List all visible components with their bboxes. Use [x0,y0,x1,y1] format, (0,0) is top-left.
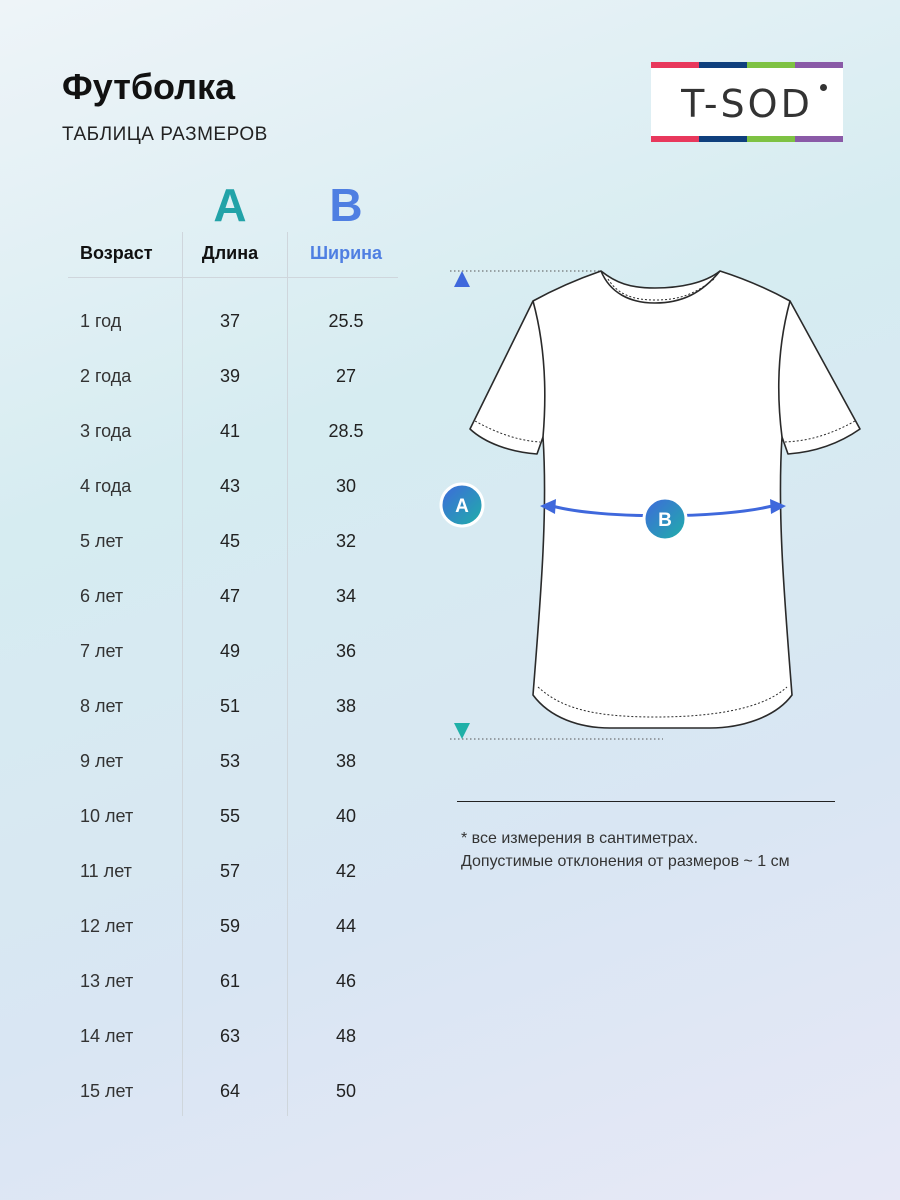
row-age: 9 лет [80,751,124,771]
logo-stripe-bottom [651,136,843,142]
row-age: 6 лет [80,586,124,606]
table-row [0,680,420,735]
row-length: 57 [219,861,241,881]
logo-text: T-SOD [681,82,813,126]
row-length: 61 [219,971,241,991]
row-length: 63 [219,1026,241,1046]
logo-stripe-top [651,62,843,68]
page-subtitle: ТАБЛИЦА РАЗМЕРОВ [62,124,268,145]
table-row [0,1010,420,1065]
table-row [0,955,420,1010]
row-length: 43 [219,476,241,496]
row-age: 4 года [80,476,132,496]
row-width: 40 [335,806,357,826]
row-age: 13 лет [80,971,134,991]
arrow-down-icon [454,723,470,739]
row-age: 2 года [80,366,132,386]
header-length: Длина [201,243,259,263]
row-width: 32 [335,531,357,551]
row-length: 39 [219,366,241,386]
row-age: 11 лет [80,861,132,881]
row-length: 55 [219,806,241,826]
table-row [0,515,420,570]
row-age: 15 лет [80,1081,134,1101]
row-age: 14 лет [80,1026,134,1046]
row-width: 30 [335,476,357,496]
row-width: 28.5 [328,421,364,441]
row-length: 45 [219,531,241,551]
row-age: 7 лет [80,641,124,661]
row-length: 47 [219,586,241,606]
row-length: 53 [219,751,241,771]
notes-divider [457,801,835,802]
row-width: 36 [335,641,357,661]
row-age: 10 лет [80,806,134,826]
row-length: 51 [219,696,241,716]
column-letter-a: A [213,179,247,231]
column-letter-b: B [329,179,363,231]
note-units: * все измерения в сантиметрах. [461,830,699,847]
table-row [0,1065,420,1120]
row-length: 64 [219,1081,241,1101]
row-width: 38 [335,751,357,771]
row-width: 34 [335,586,357,606]
table-row [0,350,420,405]
table-row [0,570,420,625]
row-width: 48 [335,1026,357,1046]
table-row [0,845,420,900]
arrow-up-icon [454,271,470,287]
row-width: 50 [335,1081,357,1101]
row-length: 41 [219,421,241,441]
row-width: 25.5 [328,311,364,331]
table-row [0,460,420,515]
table-row [0,790,420,845]
header-width: Ширина [309,243,383,263]
brand-logo [651,62,843,142]
table-row [0,735,420,790]
row-width: 38 [335,696,357,716]
marker-a-badge [441,484,483,526]
t-shirt-diagram [420,255,880,755]
row-age: 12 лет [80,916,134,936]
row-age: 1 год [80,311,122,331]
row-length: 37 [219,311,241,331]
row-width: 27 [335,366,357,386]
page-title: Футболка [62,66,236,107]
row-length: 49 [219,641,241,661]
row-length: 59 [219,916,241,936]
row-width: 46 [335,971,357,991]
marker-b-badge [644,498,686,540]
marker-b-label: B [658,510,672,531]
row-width: 42 [335,861,357,881]
table-header-divider [68,277,398,278]
note-tolerance: Допустимые отклонения от размеров ~ 1 см [461,853,790,870]
table-row [0,405,420,460]
registered-mark-icon [820,84,827,91]
header-age: Возраст [80,243,153,263]
marker-a-label: A [455,496,469,517]
table-row [0,900,420,955]
row-age: 5 лет [80,531,124,551]
row-width: 44 [335,916,357,936]
table-row [0,625,420,680]
row-age: 8 лет [80,696,124,716]
table-row [0,295,420,350]
row-age: 3 года [80,421,132,441]
